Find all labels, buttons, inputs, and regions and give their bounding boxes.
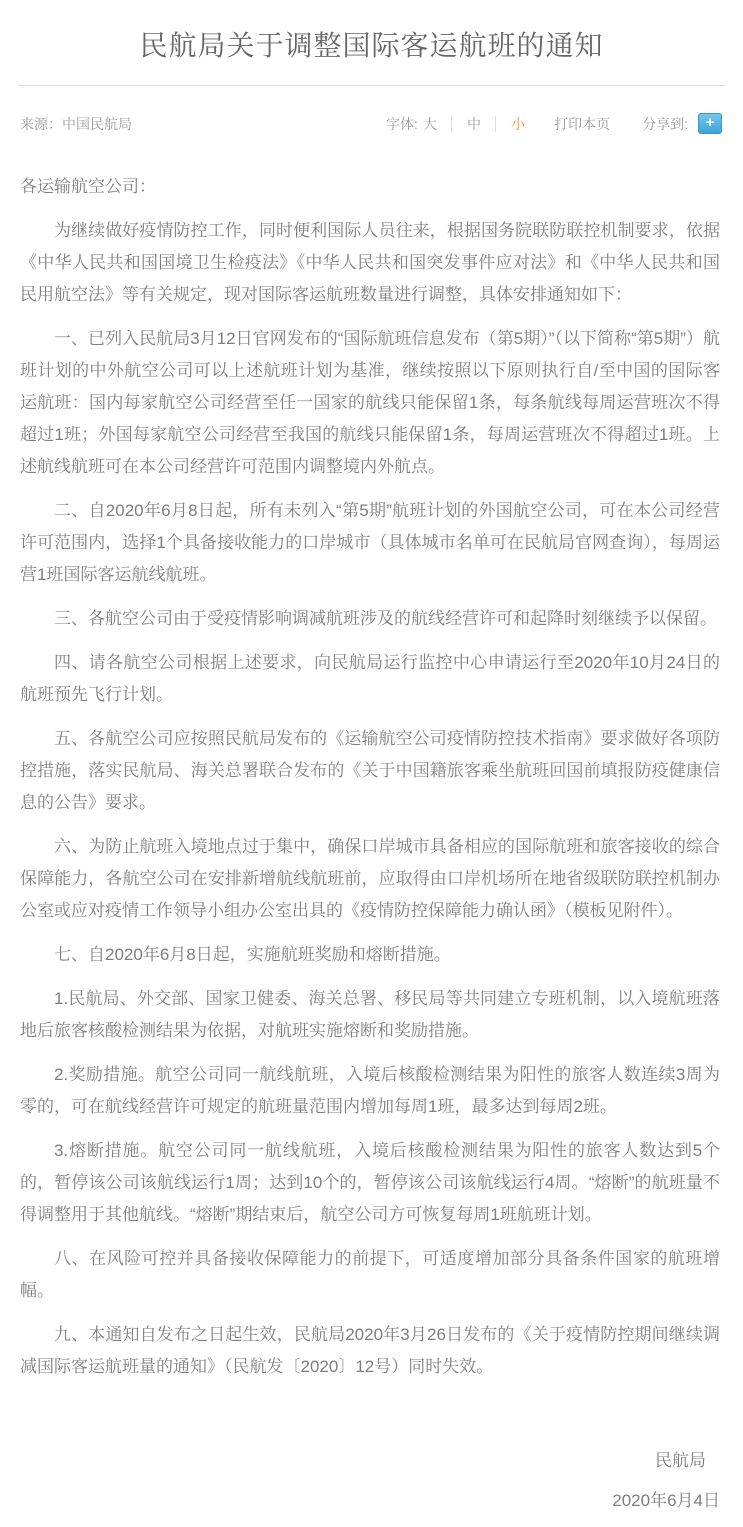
article-paragraph: 六、为防止航班入境地点过于集中，确保口岸城市具备相应的国际航班和旅客接收的综合保障能力，各航空公司在安排新增航线航班前，应取得由口岸机场所在地省级联防联控机制办公室或应对疫情工作领导小组办公室出具的《疫情防控保障能力确认函》（模板见附件）。 bbox=[20, 837, 720, 920]
font-size-medium-button[interactable]: 中 bbox=[466, 115, 481, 132]
page-title: 民航局关于调整国际客运航班的通知 bbox=[139, 30, 604, 61]
article-paragraph: 三、各航空公司由于受疫情影响调减航班涉及的航线经营许可和起降时刻继续予以保留。 bbox=[54, 609, 717, 628]
meta-actions bbox=[386, 113, 722, 134]
meta-bar bbox=[0, 113, 743, 134]
article-paragraph: 2.奖励措施。航空公司同一航线航班，入境后核酸检测结果为阳性的旅客人数连续3周为零的，可在航线经营许可规定的航班量范围内增加每周1班，最多达到每周2班。 bbox=[20, 1065, 720, 1116]
article-paragraph: 3.熔断措施。航空公司同一航线航班，入境后核酸检测结果为阳性的旅客人数达到5个的，暂停该公司该航线运行1周；达到10个的，暂停该公司该航线运行4周。“熔断”的航班量不得调整用于其他航线。“熔断”期结束后，航空公司方可恢复每周1班航班计划。 bbox=[20, 1141, 720, 1224]
source-line bbox=[20, 114, 132, 134]
share-group bbox=[642, 113, 722, 134]
separator: │ bbox=[447, 116, 456, 131]
font-size-label: 字体: bbox=[385, 115, 418, 132]
article-paragraph: 1.民航局、外交部、国家卫健委、海关总署、移民局等共同建立专班机制，以入境航班落地后旅客核酸检测结果为依据，对航班实施熔断和奖励措施。 bbox=[20, 989, 720, 1040]
notice-body bbox=[0, 171, 743, 1383]
source-label: 来源： bbox=[20, 115, 62, 132]
font-size-large-button[interactable]: 大 bbox=[422, 115, 437, 132]
signature-date: 2020年6月4日 bbox=[612, 1491, 720, 1510]
signature-name: 民航局 bbox=[655, 1451, 706, 1470]
separator: │ bbox=[491, 116, 501, 131]
article-paragraph: 一、已列入民航局3月12日官网发布的“国际航班信息发布（第5期）”（以下简称“第5期”）航班计划的中外航空公司可以上述航班计划为基准，继续按照以下原则执行自/至中国的国际客运航班：国内每家航空公司经营至任一国家的航线只能保留1条，每条航线每周运营班次不得超过1班；外国每家航空公司经营至我国的航线只能保留1条，每周运营班次不得超过1班。上述航线航班可在本公司经营许可范围内调整境内外航点。 bbox=[20, 329, 720, 476]
print-button[interactable]: 打印本页 bbox=[554, 115, 611, 132]
plus-icon: + bbox=[705, 114, 715, 131]
article-paragraph: 八、在风险可控并具备接收保障能力的前提下，可适度增加部分具备条件国家的航班增幅。 bbox=[20, 1249, 720, 1300]
article-paragraph: 七、自2020年6月8日起，实施航班奖励和熔断措施。 bbox=[54, 945, 451, 964]
salutation: 各运输航空公司： bbox=[20, 177, 156, 196]
share-label: 分享到: bbox=[642, 115, 688, 132]
source-value: 中国民航局 bbox=[62, 115, 132, 132]
article-paragraph: 四、请各航空公司根据上述要求，向民航局运行监控中心申请运行至2020年10月24日的航班预先飞行计划。 bbox=[20, 653, 720, 704]
article-paragraph: 九、本通知自发布之日起生效，民航局2020年3月26日发布的《关于疫情防控期间继续调减国际客运航班量的通知》（民航发〔2020〕12号）同时失效。 bbox=[20, 1325, 720, 1376]
share-button[interactable] bbox=[698, 113, 722, 134]
article-paragraph: 为继续做好疫情防控工作，同时便利国际人员往来，根据国务院联防联控机制要求，依据《中华人民共和国国境卫生检疫法》《中华人民共和国突发事件应对法》和《中华人民共和国民用航空法》等有关规定，现对国际客运航班数量进行调整，具体安排通知如下： bbox=[20, 221, 720, 304]
header-divider bbox=[18, 85, 725, 86]
font-size-small-button[interactable]: 小 bbox=[511, 115, 526, 132]
article-paragraph: 二、自2020年6月8日起，所有未列入“第5期”航班计划的外国航空公司，可在本公司经营许可范围内，选择1个具备接收能力的口岸城市（具体城市名单可在民航局官网查询），每周运营1班国际客运航线航班。 bbox=[20, 501, 720, 584]
article-paragraph: 五、各航空公司应按照民航局发布的《运输航空公司疫情防控技术指南》要求做好各项防控措施，落实民航局、海关总署联合发布的《关于中国籍旅客乘坐航班回国前填报防疫健康信息的公告》要求。 bbox=[20, 729, 720, 812]
signature-block bbox=[0, 1441, 743, 1527]
